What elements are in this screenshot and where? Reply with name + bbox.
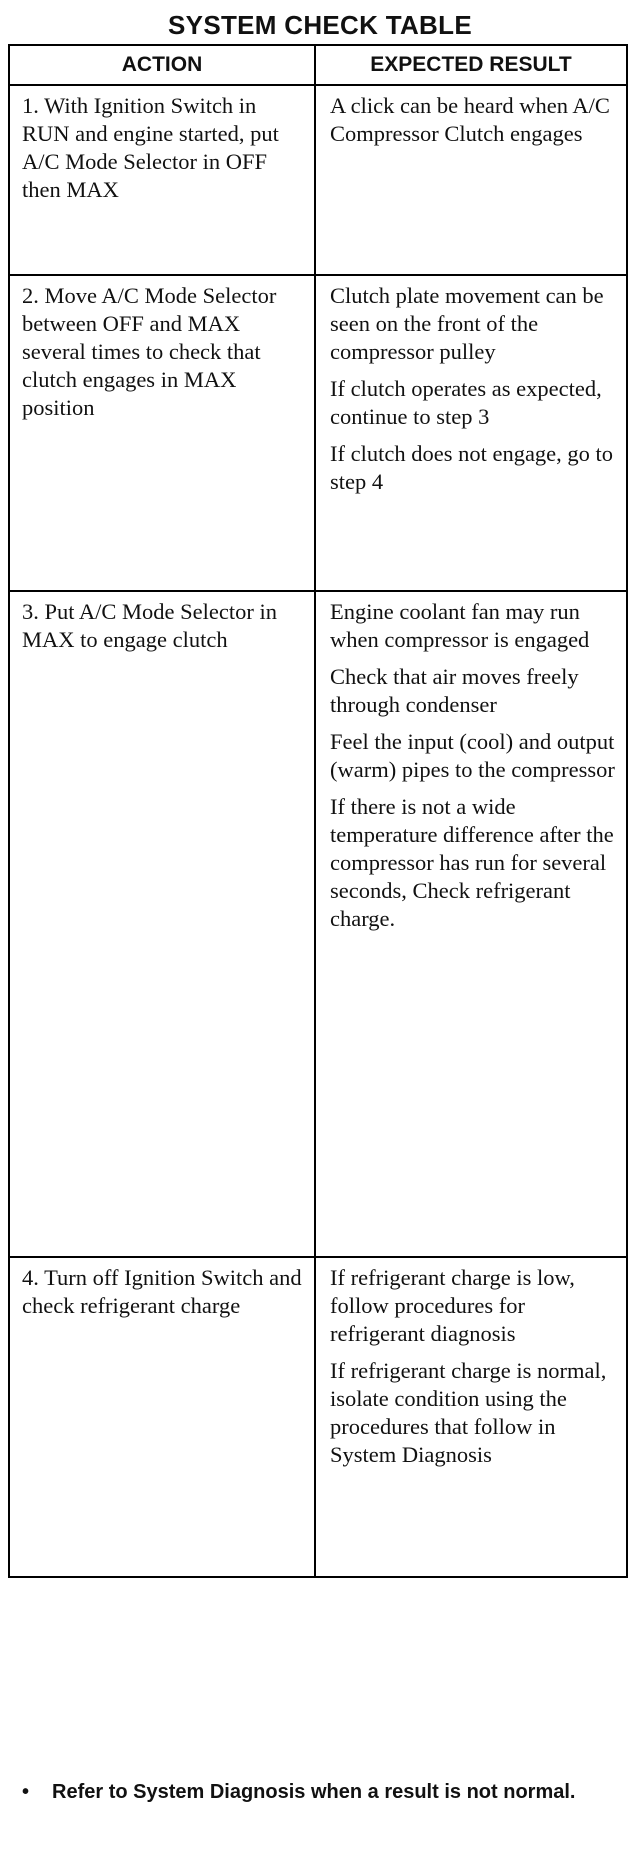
table-row [9,1257,627,1577]
table-title: SYSTEM CHECK TABLE [168,10,472,40]
header-row [9,45,627,85]
system-check-table [8,44,628,1578]
action-cell [9,275,315,591]
result-text: If refrigerant charge is normal, isolate condition using the procedures that follow in System Diagnosis [330,1358,607,1467]
result-text: If clutch does not engage, go to step 4 [330,441,614,494]
expected-result-header: EXPECTED RESULT [315,45,627,85]
result-text: Feel the input (cool) and output (warm) pipes to the compressor [330,729,615,782]
action-cell [9,85,315,275]
footnote [22,1778,622,1807]
result-text: If refrigerant charge is low, follow procedures for refrigerant diagnosis [330,1265,575,1346]
action-text: 1. With Ignition Switch in RUN and engine started, put A/C Mode Selector in OFF then MAX [22,93,279,202]
result-cell [315,275,627,591]
action-text: 2. Move A/C Mode Selector between OFF and MAX several times to check that clutch engages in MAX position [22,283,277,420]
result-text: Check that air moves freely through condenser [330,664,579,717]
result-cell [315,85,627,275]
result-cell [315,1257,627,1577]
action-cell [9,591,315,1257]
table-row [9,591,627,1257]
action-text: 4. Turn off Ignition Switch and check refrigerant charge [22,1265,302,1318]
table-row [9,85,627,275]
table-row [9,275,627,591]
footnote-text: Refer to System Diagnosis when a result is not normal. [52,1781,576,1803]
result-cell [315,591,627,1257]
action-text: 3. Put A/C Mode Selector in MAX to engage clutch [22,599,277,652]
action-cell [9,1257,315,1577]
result-text: Engine coolant fan may run when compressor is engaged [330,599,590,652]
result-text: If there is not a wide temperature difference after the compressor has run for several seconds, Check refrigerant charge. [330,794,614,931]
result-text: Clutch plate movement can be seen on the front of the compressor pulley [330,283,604,364]
bullet-icon: • [22,1781,30,1803]
action-header: ACTION [9,45,315,85]
result-text: If clutch operates as expected, continue to step 3 [330,376,602,429]
result-text: A click can be heard when A/C Compressor Clutch engages [330,93,610,146]
